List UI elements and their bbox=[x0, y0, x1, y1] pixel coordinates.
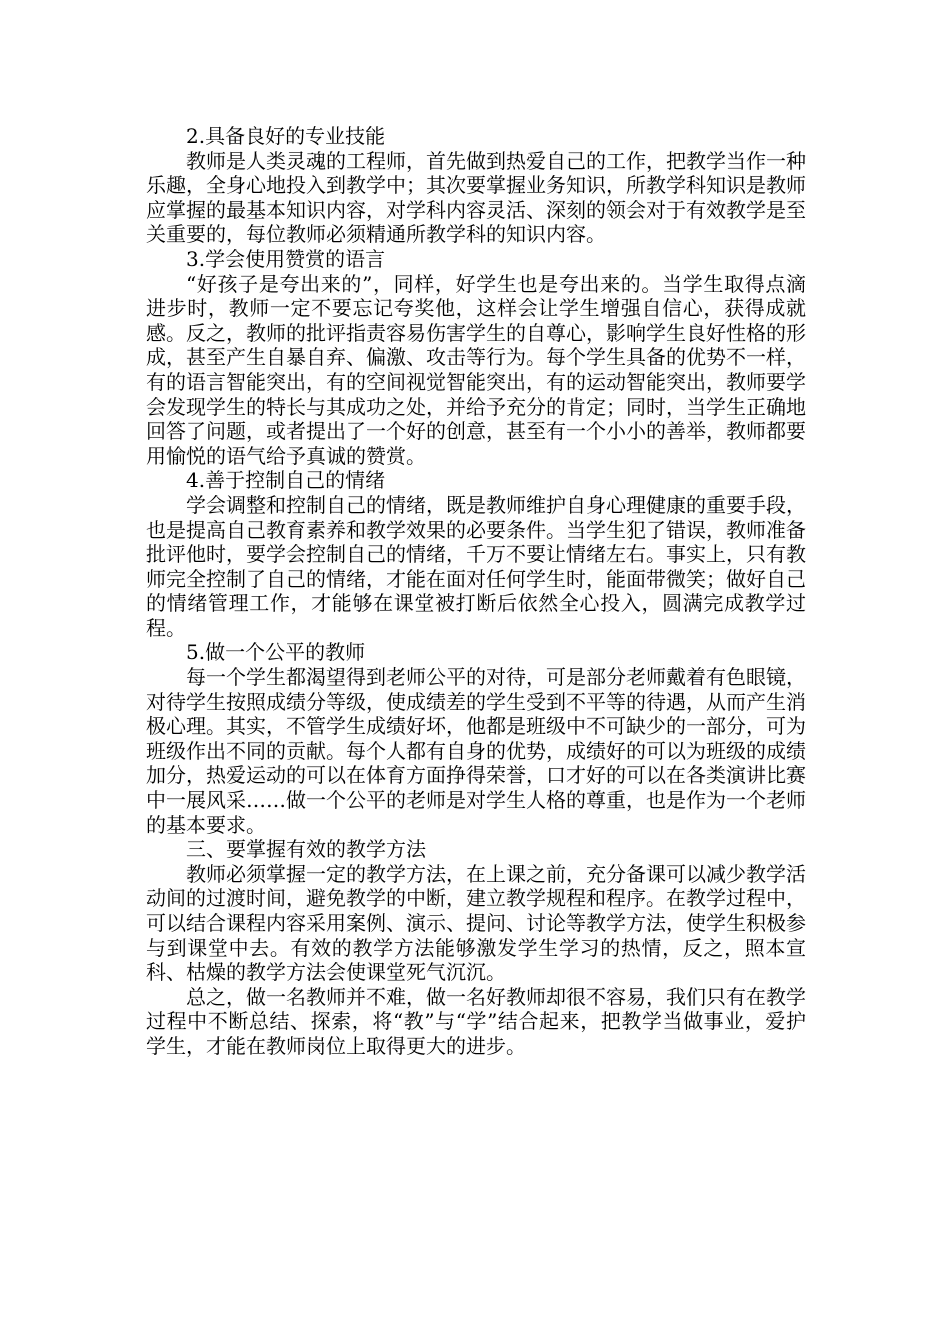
paragraph-praise-language: “好孩子是夸出来的”，同样，好学生也是夸出来的。当学生取得点滴进步时，教师一定不要忘记夸奖他，这样会让学生增强自信心，获得成就感。反之，教师的批评指责容易伤害学生的自尊心，影响学生良好性格的形成，甚至产生自暴自弃、偏激、攻击等行为。每个学生具备的优势不一样，有的语言智能突出，有的空间视觉智能突出，有的运动智能突出，教师要学会发现学生的特长与其成功之处，并给予充分的肯定；同时，当学生正确地回答了问题，或者提出了一个好的创意，甚至有一个小小的善举，教师都要用愉悦的语气给予真诚的赞赏。 bbox=[146, 271, 806, 468]
paragraph-conclusion: 总之，做一名教师并不难，做一名好教师却很不容易，我们只有在教学过程中不断总结、探索，将“教”与“学”结合起来，把教学当做事业，爱护学生，才能在教师岗位上取得更大的进步。 bbox=[146, 984, 806, 1058]
paragraph-fair-teacher: 每一个学生都渴望得到老师公平的对待，可是部分老师戴着有色眼镜，对待学生按照成绩分等级，使成绩差的学生受到不平等的待遇，从而产生消极心理。其实，不管学生成绩好坏，他都是班级中不可缺少的一部分，可为班级作出不同的贡献。每个人都有自身的优势，成绩好的可以为班级的成绩加分，热爱运动的可以在体育方面挣得荣誉，口才好的可以在各类演讲比赛中一展风采……做一个公平的老师是对学生人格的尊重，也是作为一个老师的基本要求。 bbox=[146, 665, 806, 837]
section-heading-fair-teacher: 5.做一个公平的教师 bbox=[186, 640, 366, 665]
paragraph-teaching-methods: 教师必须掌握一定的教学方法，在上课之前，充分备课可以减少教学活动间的过渡时间，避免教学的中断，建立教学规程和程序。在教学过程中，可以结合课程内容采用案例、演示、提问、讨论等教学方法，使学生积极参与到课堂中去。有效的教学方法能够激发学生学习的热情，反之，照本宣科、枯燥的教学方法会使课堂死气沉沉。 bbox=[146, 861, 806, 985]
section-heading-professional-skills: 2.具备良好的专业技能 bbox=[186, 124, 386, 148]
section-heading-teaching-methods: 三、要掌握有效的教学方法 bbox=[186, 837, 426, 862]
section-heading-emotion-control: 4.善于控制自己的情绪 bbox=[186, 468, 386, 493]
paragraph-professional-skills: 教师是人类灵魂的工程师，首先做到热爱自己的工作，把教学当作一种乐趣，全身心地投入到教学中；其次要掌握业务知识，所教学科知识是教师应掌握的最基本知识内容，对学科内容灵活、深刻的领会对于有效教学是至关重要的，每位教师必须精通所教学科的知识内容。 bbox=[146, 148, 806, 247]
document-body bbox=[146, 124, 806, 1059]
paragraph-emotion-control: 学会调整和控制自己的情绪，既是教师维护自身心理健康的重要手段，也是提高自己教育素养和教学效果的必要条件。当学生犯了错误，教师准备批评他时，要学会控制自己的情绪，千万不要让情绪左右。事实上，只有教师完全控制了自己的情绪，才能在面对任何学生时，能面带微笑；做好自己的情绪管理工作，才能够在课堂被打断后依然全心投入，圆满完成教学过程。 bbox=[146, 492, 806, 640]
section-heading-praise-language: 3.学会使用赞赏的语言 bbox=[186, 246, 386, 271]
